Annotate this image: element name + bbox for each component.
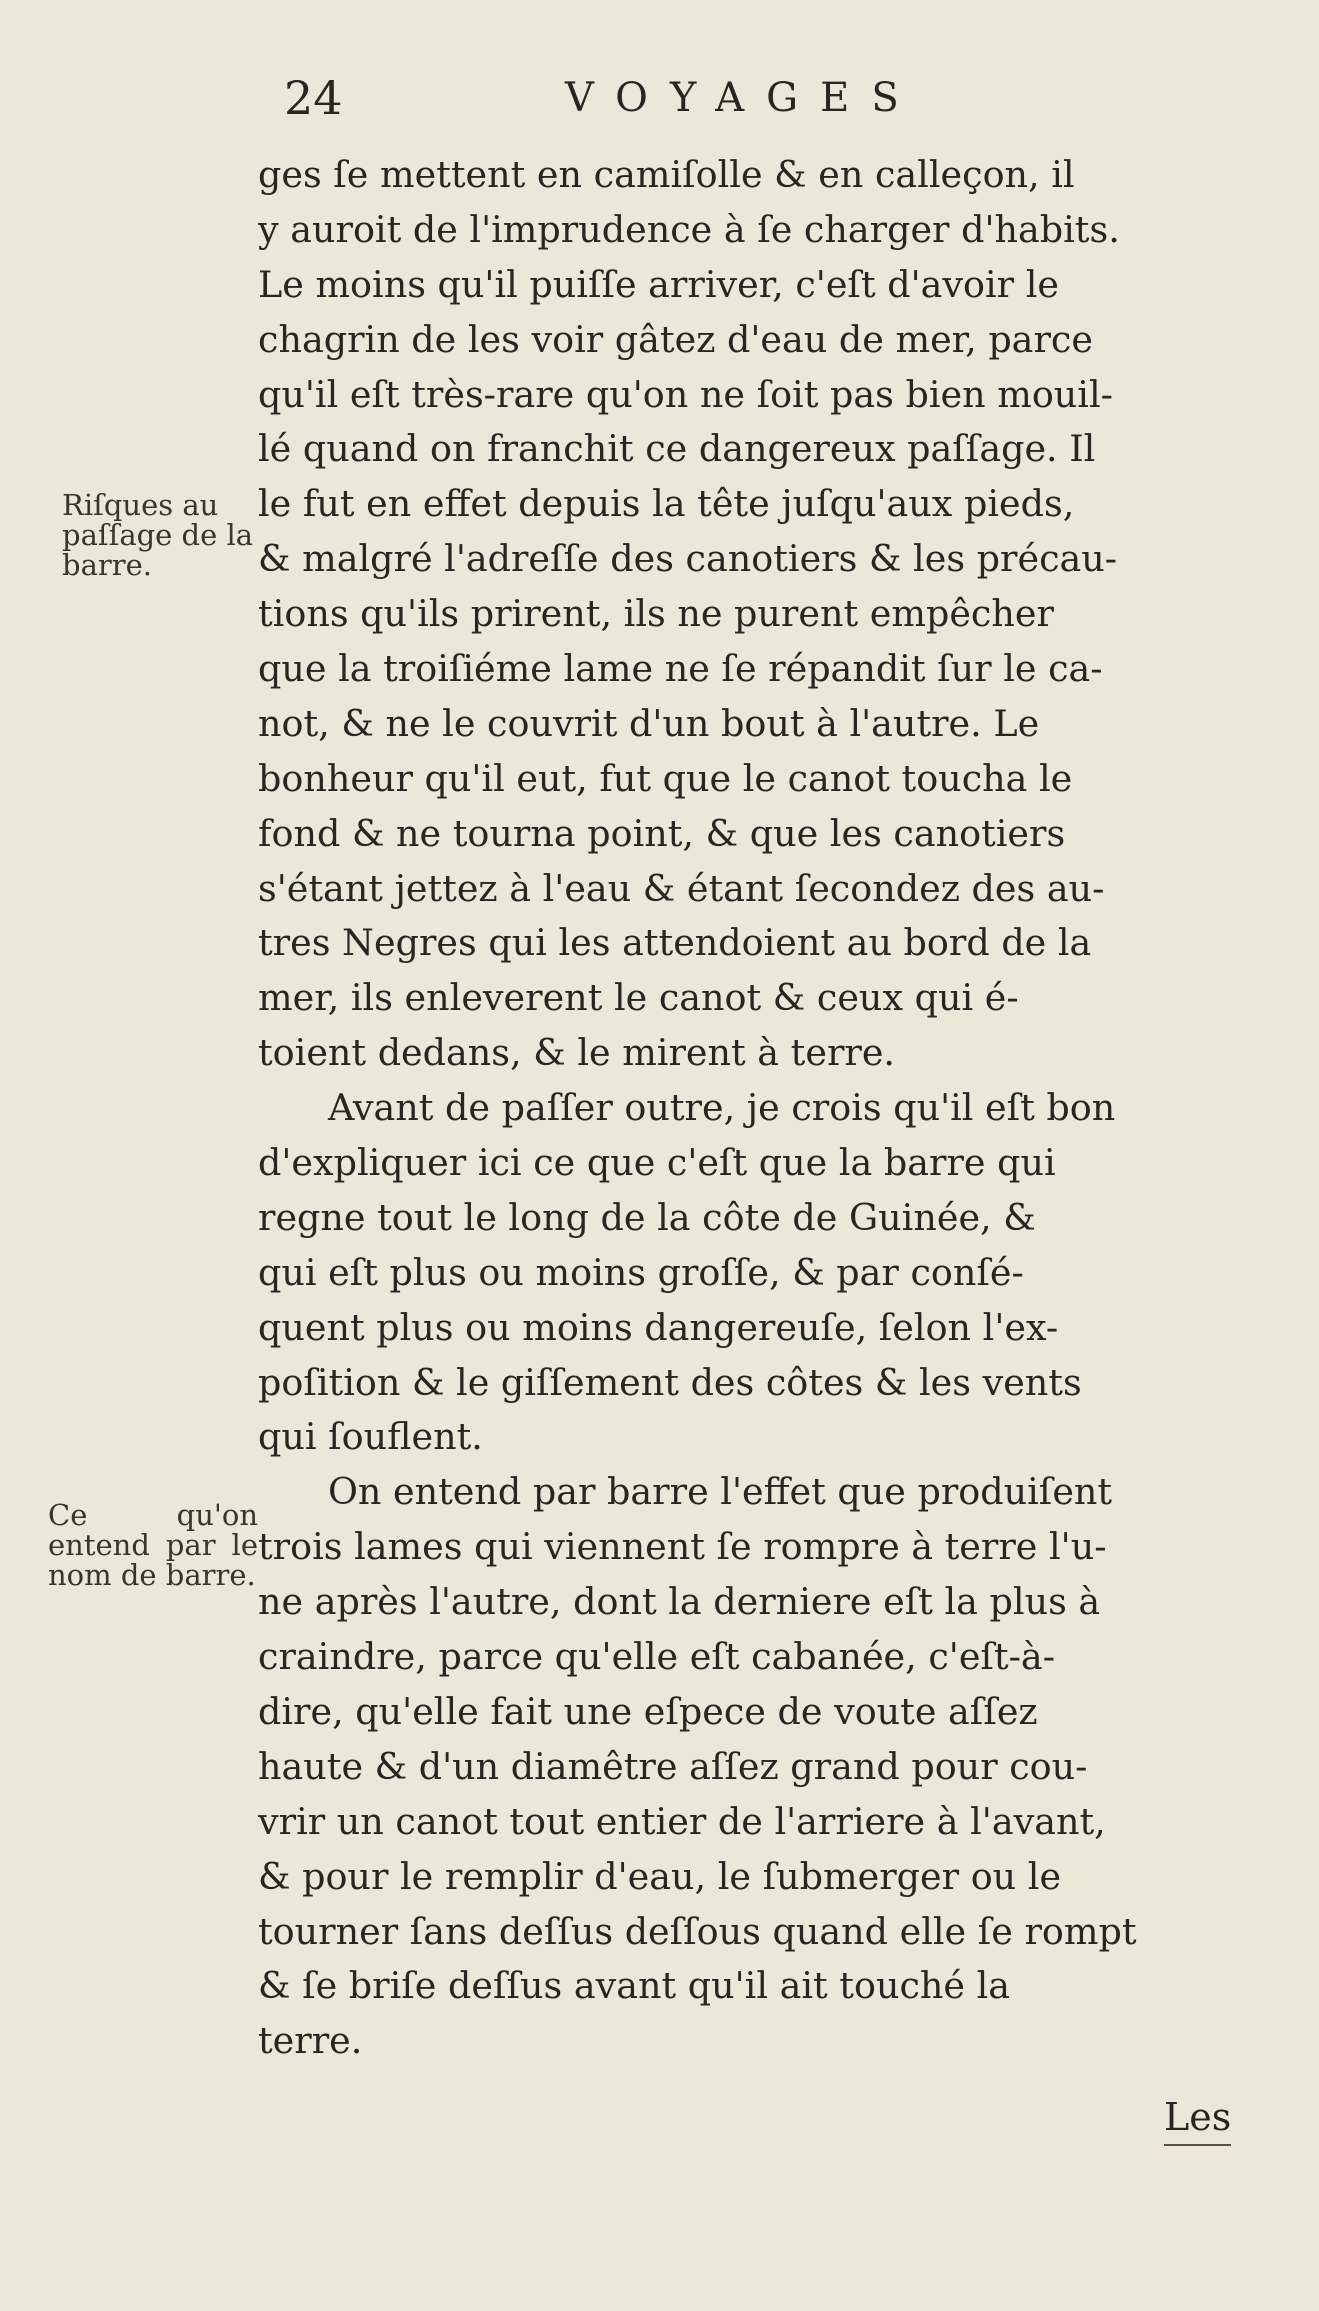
text-line: qui eſt plus ou moins groſſe, & par conſé- [258, 1250, 1024, 1294]
paragraph-start-line: On entend par barre l'effet que produiſent [328, 1470, 1113, 1514]
text-line: lé quand on franchit ce dangereux paſſage. Il [258, 427, 1096, 471]
margin-note-barre: Ce qu'on entend par le nom de barre. [48, 1498, 258, 1592]
text-line: tres Negres qui les attendoient au bord de la [258, 921, 1092, 965]
text-line: ne après l'autre, dont la derniere eſt la plus à [258, 1580, 1101, 1624]
text-line: trois lames qui viennent ſe rompre à terre l'u- [258, 1525, 1107, 1569]
text-line: fond & ne tourna point, & que les canotiers [258, 811, 1066, 855]
text-line: que la troiſiéme lame ne ſe répandit ſur le ca- [258, 647, 1103, 691]
body-text [258, 148, 1288, 2069]
page-number: 24 [284, 71, 343, 125]
text-line: s'étant jettez à l'eau & étant ſecondez des au- [258, 866, 1105, 910]
text-line: qui ſouflent. [258, 1415, 483, 1459]
text-line: ges ſe mettent en camiſolle & en calleçon, il [258, 153, 1075, 196]
text-line: qu'il eſt très-rare qu'on ne ſoit pas bien mouil- [258, 372, 1113, 416]
text-line: & pour le remplir d'eau, le ſubmerger ou le [258, 1854, 1062, 1898]
text-line: not, & ne le couvrit d'un bout à l'autre. Le [258, 701, 1040, 745]
text-line: tourner ſans deſſus deſſous quand elle ſe rompt [258, 1909, 1137, 1953]
text-line: craindre, parce qu'elle eſt cabanée, c'eſt-à- [258, 1635, 1056, 1679]
text-line: & ſe briſe deſſus avant qu'il ait touché la [258, 1964, 1011, 2008]
text-line: le fut en effet depuis la tête juſqu'aux pieds, [258, 482, 1075, 526]
paragraph-start-line: Avant de paſſer outre, je crois qu'il eſt bon [328, 1086, 1116, 1130]
text-line: chagrin de les voir gâtez d'eau de mer, parce [258, 317, 1093, 361]
text-line: terre. [258, 2019, 363, 2063]
text-line: tions qu'ils prirent, ils ne purent empêcher [258, 592, 1054, 636]
catchword: Les [1164, 2090, 1231, 2146]
text-line: vrir un canot tout entier de l'arriere à l'avant, [258, 1799, 1106, 1843]
text-line: d'expliquer ici ce que c'eſt que la barre qui [258, 1141, 1056, 1185]
text-line: toient dedans, & le mirent à terre. [258, 1031, 896, 1075]
text-line: y auroit de l'imprudence à ſe charger d'habits. [258, 207, 1120, 251]
text-line: poſition & le giſſement des côtes & les vents [258, 1360, 1082, 1404]
page-header [280, 68, 1040, 128]
margin-note-risques: Riſques au paſſage de la barre. [62, 488, 254, 582]
text-line: Le moins qu'il puiſſe arriver, c'eſt d'avoir le [258, 262, 1059, 306]
text-line: bonheur qu'il eut, fut que le canot toucha le [258, 756, 1073, 800]
text-line: quent plus ou moins dangereuſe, ſelon l'ex- [258, 1305, 1059, 1349]
text-line: mer, ils enleverent le canot & ceux qui é- [258, 976, 1019, 1020]
running-title: VOYAGES [565, 75, 921, 121]
text-line: regne tout le long de la côte de Guinée, & [258, 1195, 1036, 1239]
text-line: dire, qu'elle fait une eſpece de voute aſſez [258, 1689, 1038, 1733]
text-line: haute & d'un diamêtre aſſez grand pour cou- [258, 1744, 1088, 1788]
text-line: & malgré l'adreſſe des canotiers & les précau- [258, 537, 1118, 581]
